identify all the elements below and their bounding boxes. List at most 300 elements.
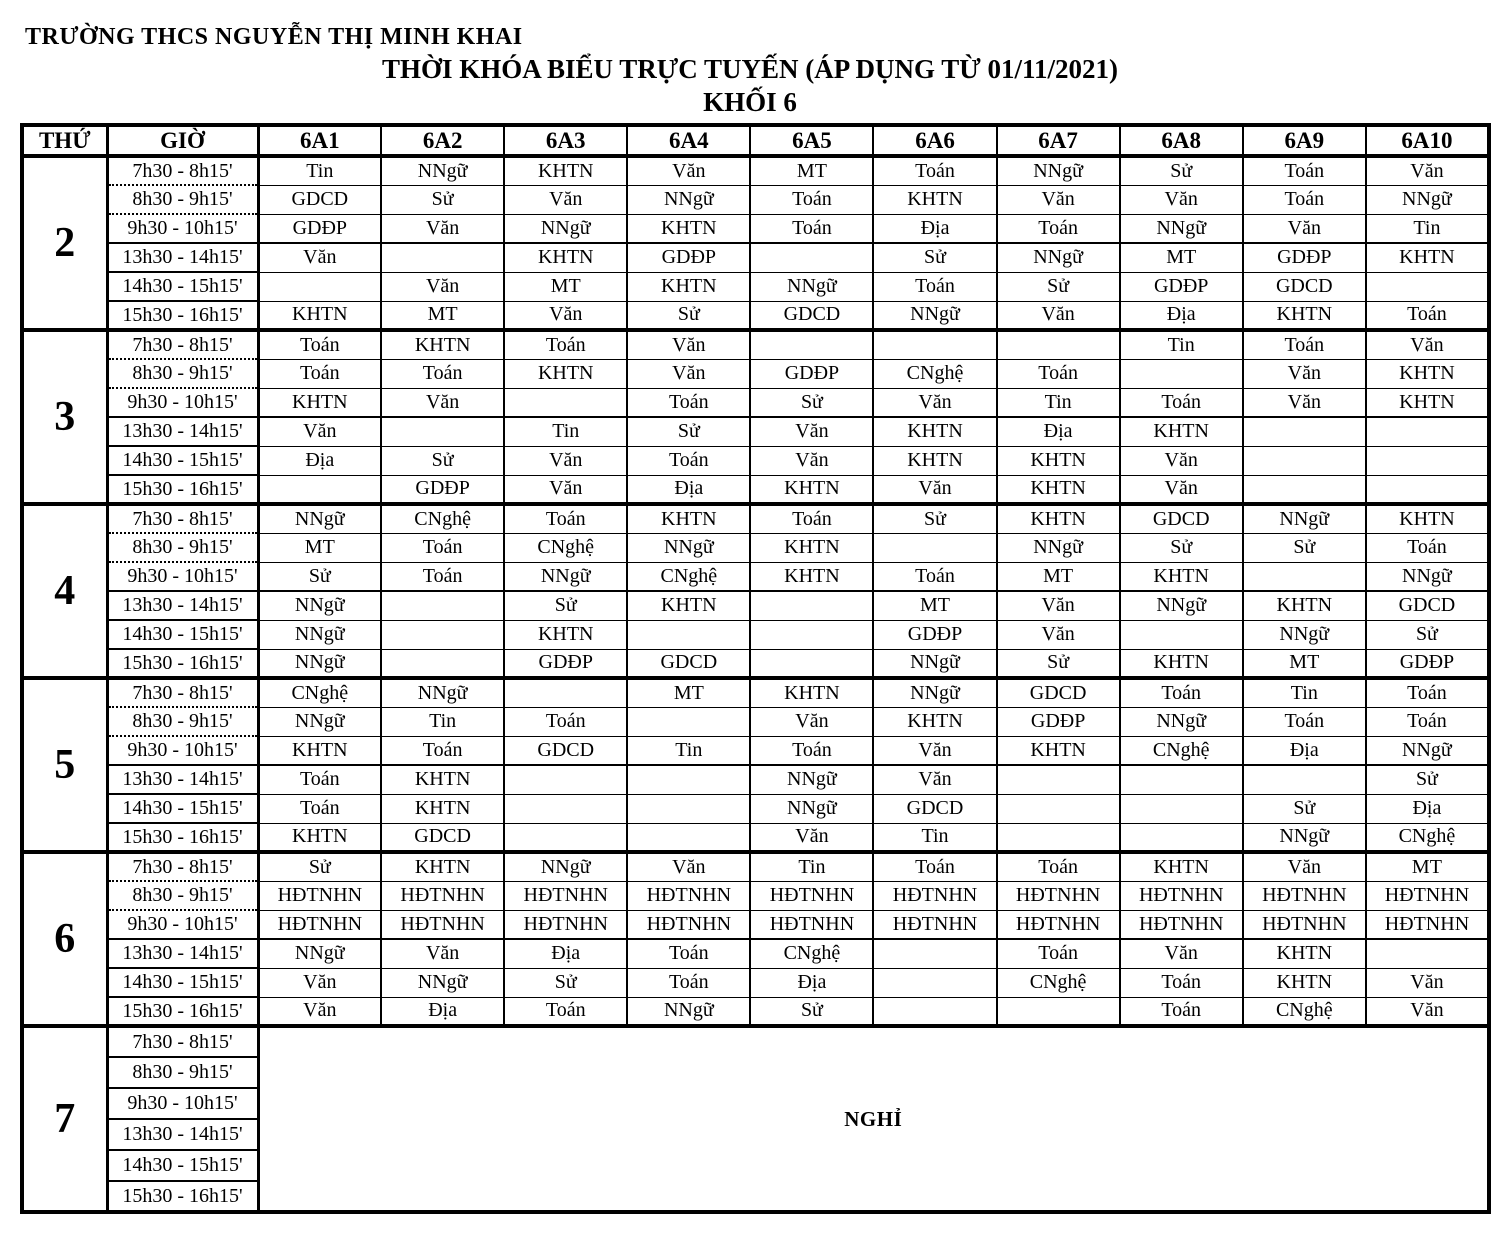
subject-cell: HĐTNHN [873,881,996,910]
page-title: THỜI KHÓA BIỂU TRỰC TUYẾN (ÁP DỤNG TỪ 01/11/2021) [381,54,1119,84]
subject-cell: Sử [1120,156,1243,185]
subject-cell [1366,446,1489,475]
subject-cell [1120,823,1243,852]
subject-cell: HĐTNHN [750,910,873,939]
subject-cell: Tin [1366,214,1489,243]
subject-cell: KHTN [1366,504,1489,533]
subject-cell: Toán [1366,678,1489,707]
subject-cell: Toán [997,939,1120,968]
subject-cell [1366,417,1489,446]
time-cell: 15h30 - 16h15' [107,649,258,678]
subject-cell [873,330,996,359]
subject-cell: Tin [1120,330,1243,359]
subject-cell: Sử [627,301,750,330]
subject-cell: KHTN [873,707,996,736]
subject-cell: Toán [1120,997,1243,1026]
time-cell: 15h30 - 16h15' [107,301,258,330]
subject-cell: Toán [750,504,873,533]
subject-cell [504,794,627,823]
subject-cell: GDCD [381,823,504,852]
subject-cell: GDCD [997,678,1120,707]
subject-cell: NNgữ [1243,504,1366,533]
subject-cell: CNghệ [1120,736,1243,765]
subject-cell: MT [504,272,627,301]
subject-cell [997,794,1120,823]
time-cell: 9h30 - 10h15' [107,214,258,243]
subject-cell: NNgữ [627,185,750,214]
class-column-header-6A6: 6A6 [873,125,996,156]
subject-cell: KHTN [258,736,381,765]
subject-cell: HĐTNHN [1366,910,1489,939]
subject-cell: Văn [1243,852,1366,881]
subject-cell: Tin [1243,678,1366,707]
subject-cell: GDĐP [1243,243,1366,272]
subject-cell: HĐTNHN [873,910,996,939]
rest-cell: NGHỈ [258,1026,1489,1212]
subject-cell: NNgữ [627,997,750,1026]
subject-cell: HĐTNHN [381,881,504,910]
subject-cell [750,649,873,678]
time-cell: 9h30 - 10h15' [107,736,258,765]
subject-cell: KHTN [504,620,627,649]
subject-cell: Sử [873,243,996,272]
subject-cell: KHTN [627,214,750,243]
subject-cell: NNgữ [258,707,381,736]
subject-cell: Tin [750,852,873,881]
subject-cell: Toán [258,765,381,794]
subject-cell: KHTN [750,475,873,504]
subject-cell [1243,417,1366,446]
subject-cell: Toán [504,504,627,533]
subject-cell: HĐTNHN [997,881,1120,910]
subject-cell: CNghệ [1366,823,1489,852]
time-cell: 9h30 - 10h15' [107,1088,258,1119]
class-column-header-6A2: 6A2 [381,125,504,156]
subject-cell: Sử [504,968,627,997]
time-cell: 13h30 - 14h15' [107,939,258,968]
subject-cell: Văn [997,185,1120,214]
subject-cell: Sử [1120,533,1243,562]
timetable-row [22,446,1489,475]
subject-cell: NNgữ [1366,185,1489,214]
timetable-row [22,301,1489,330]
subject-cell: Văn [1120,939,1243,968]
subject-cell: Toán [750,185,873,214]
timetable-row [22,910,1489,939]
subject-cell: NNgữ [627,533,750,562]
subject-cell: CNghệ [750,939,873,968]
subject-cell: NNgữ [997,533,1120,562]
subject-cell [1120,359,1243,388]
subject-cell: Văn [1120,185,1243,214]
subject-cell: Tin [504,417,627,446]
subject-cell [873,939,996,968]
subject-cell: Toán [627,388,750,417]
subject-cell: Toán [1366,533,1489,562]
time-column-header: GIỜ [107,125,258,156]
timetable-row [22,765,1489,794]
subject-cell: KHTN [504,243,627,272]
subject-cell: Văn [627,156,750,185]
day-cell: 6 [22,852,107,1026]
subject-cell: Tin [258,156,381,185]
subject-cell: NNgữ [1366,736,1489,765]
subject-cell: Sử [997,272,1120,301]
subject-cell: NNgữ [381,678,504,707]
subject-cell [997,823,1120,852]
subject-cell: Sử [381,185,504,214]
subject-cell: Toán [997,359,1120,388]
timetable-row [22,330,1489,359]
subject-cell: Địa [750,968,873,997]
subject-cell: Văn [381,388,504,417]
subject-cell: KHTN [873,417,996,446]
subject-cell: KHTN [258,301,381,330]
day-cell: 4 [22,504,107,678]
subject-cell: KHTN [873,185,996,214]
subject-cell: Toán [873,562,996,591]
subject-cell: CNghệ [381,504,504,533]
subject-cell: Toán [997,214,1120,243]
subject-cell [997,765,1120,794]
subject-cell: Văn [1120,446,1243,475]
subject-cell: NNgữ [258,649,381,678]
subject-cell [1243,446,1366,475]
time-cell: 8h30 - 9h15' [107,707,258,736]
subject-cell [504,678,627,707]
subject-cell: KHTN [1120,562,1243,591]
subject-cell: Toán [873,852,996,881]
subject-cell: Toán [381,533,504,562]
subject-cell: GDĐP [381,475,504,504]
grade-title: KHỐI 6 [703,87,797,117]
subject-cell: Sử [750,388,873,417]
time-cell: 8h30 - 9h15' [107,185,258,214]
subject-cell [381,620,504,649]
subject-cell: KHTN [1243,591,1366,620]
time-cell: 7h30 - 8h15' [107,504,258,533]
subject-cell: Văn [1366,997,1489,1026]
subject-cell: Văn [504,475,627,504]
subject-cell: Toán [1120,678,1243,707]
subject-cell: MT [997,562,1120,591]
header-row [22,125,1489,156]
subject-cell [750,591,873,620]
subject-cell [627,620,750,649]
subject-cell: KHTN [1120,649,1243,678]
school-name: TRƯỜNG THCS NGUYỄN THỊ MINH KHAI [25,24,523,50]
subject-cell: CNghệ [627,562,750,591]
subject-cell: GDĐP [997,707,1120,736]
timetable-row [22,707,1489,736]
subject-cell: KHTN [1243,301,1366,330]
time-cell: 7h30 - 8h15' [107,678,258,707]
subject-cell [504,765,627,794]
subject-cell: Văn [873,736,996,765]
subject-cell: Toán [627,939,750,968]
subject-cell: Toán [381,359,504,388]
subject-cell: Toán [997,852,1120,881]
subject-cell: Văn [381,214,504,243]
subject-cell [504,388,627,417]
time-cell: 8h30 - 9h15' [107,533,258,562]
subject-cell: Toán [504,997,627,1026]
timetable-row [22,504,1489,533]
subject-cell: Toán [873,272,996,301]
subject-cell: GDĐP [1366,649,1489,678]
timetable-row [22,736,1489,765]
subject-cell: NNgữ [873,649,996,678]
subject-cell: HĐTNHN [258,910,381,939]
time-cell: 14h30 - 15h15' [107,1150,258,1181]
timetable-row [22,939,1489,968]
subject-cell: Địa [627,475,750,504]
subject-cell: GDCD [750,301,873,330]
subject-cell: KHTN [258,823,381,852]
subject-cell: KHTN [381,794,504,823]
subject-cell: Sử [1366,765,1489,794]
subject-cell: HĐTNHN [381,910,504,939]
subject-cell: Toán [1120,388,1243,417]
subject-cell: Văn [873,388,996,417]
subject-cell [627,707,750,736]
subject-cell: Sử [873,504,996,533]
subject-cell [1366,939,1489,968]
subject-cell: Sử [258,562,381,591]
subject-cell: NNgữ [750,765,873,794]
subject-cell: KHTN [381,765,504,794]
subject-cell: KHTN [750,562,873,591]
subject-cell [1120,765,1243,794]
subject-cell: Văn [1366,968,1489,997]
subject-cell: Địa [873,214,996,243]
subject-cell: Văn [258,417,381,446]
subject-cell: NNgữ [1120,214,1243,243]
time-cell: 14h30 - 15h15' [107,272,258,301]
time-cell: 7h30 - 8h15' [107,852,258,881]
subject-cell: NNgữ [258,620,381,649]
subject-cell: Địa [1120,301,1243,330]
subject-cell: KHTN [997,446,1120,475]
subject-cell: GDCD [258,185,381,214]
subject-cell: Văn [997,620,1120,649]
subject-cell [1243,475,1366,504]
subject-cell: NNgữ [381,968,504,997]
subject-cell: KHTN [997,504,1120,533]
subject-cell [381,417,504,446]
subject-cell: Văn [997,301,1120,330]
subject-cell: Văn [381,272,504,301]
time-cell: 14h30 - 15h15' [107,446,258,475]
subject-cell: KHTN [381,852,504,881]
subject-cell: Văn [627,359,750,388]
subject-cell: Toán [1366,301,1489,330]
subject-cell: Văn [750,446,873,475]
class-column-header-6A1: 6A1 [258,125,381,156]
time-cell: 15h30 - 16h15' [107,1181,258,1212]
subject-cell: Văn [1120,475,1243,504]
subject-cell: NNgữ [873,678,996,707]
subject-cell [504,823,627,852]
subject-cell: Toán [381,562,504,591]
subject-cell: Toán [1120,968,1243,997]
subject-cell: Toán [1366,707,1489,736]
subject-cell: HĐTNHN [750,881,873,910]
subject-cell: Toán [627,446,750,475]
subject-cell: Văn [258,243,381,272]
timetable-row [22,620,1489,649]
subject-cell: KHTN [873,446,996,475]
timetable-row [22,533,1489,562]
timetable-row [22,272,1489,301]
subject-cell: Văn [997,591,1120,620]
subject-cell: HĐTNHN [504,910,627,939]
subject-cell: Văn [627,852,750,881]
time-cell: 13h30 - 14h15' [107,1119,258,1150]
subject-cell: Tin [627,736,750,765]
subject-cell [873,968,996,997]
subject-cell [750,330,873,359]
subject-cell: GDĐP [258,214,381,243]
subject-cell: NNgữ [381,156,504,185]
day-cell: 3 [22,330,107,504]
subject-cell: Địa [381,997,504,1026]
timetable-row [22,968,1489,997]
subject-cell: Sử [258,852,381,881]
timetable-row [22,794,1489,823]
subject-cell: NNgữ [504,852,627,881]
time-cell: 7h30 - 8h15' [107,156,258,185]
day-cell: 2 [22,156,107,330]
timetable-row [22,881,1489,910]
subject-cell: HĐTNHN [1120,910,1243,939]
subject-cell [750,243,873,272]
subject-cell: NNgữ [1243,823,1366,852]
subject-cell [627,765,750,794]
subject-cell: Toán [258,794,381,823]
subject-cell: Văn [504,301,627,330]
subject-cell: NNgữ [504,214,627,243]
subject-cell: Sử [1366,620,1489,649]
subject-cell: CNghệ [258,678,381,707]
subject-cell [627,794,750,823]
subject-cell [381,591,504,620]
subject-cell: HĐTNHN [1243,881,1366,910]
subject-cell: Toán [504,330,627,359]
subject-cell: Văn [627,330,750,359]
day-column-header: THỨ [22,125,107,156]
subject-cell: GDĐP [1120,272,1243,301]
subject-cell: NNgữ [873,301,996,330]
timetable-row [22,475,1489,504]
subject-cell: MT [381,301,504,330]
time-cell: 15h30 - 16h15' [107,475,258,504]
subject-cell: NNgữ [750,794,873,823]
timetable-row [22,562,1489,591]
time-cell: 14h30 - 15h15' [107,620,258,649]
subject-cell: Văn [1366,330,1489,359]
subject-cell: Văn [873,475,996,504]
subject-cell: KHTN [381,330,504,359]
subject-cell: GDĐP [627,243,750,272]
subject-cell: KHTN [504,156,627,185]
class-column-header-6A8: 6A8 [1120,125,1243,156]
time-cell: 9h30 - 10h15' [107,562,258,591]
subject-cell [1366,272,1489,301]
subject-cell: Sử [627,417,750,446]
time-cell: 15h30 - 16h15' [107,823,258,852]
subject-cell: GDĐP [750,359,873,388]
timetable-row [22,185,1489,214]
subject-cell: KHTN [1243,968,1366,997]
subject-cell: KHTN [627,504,750,533]
subject-cell: KHTN [504,359,627,388]
timetable-row [22,852,1489,881]
subject-cell: GDCD [1243,272,1366,301]
subject-cell [381,649,504,678]
class-column-header-6A9: 6A9 [1243,125,1366,156]
subject-cell: KHTN [258,388,381,417]
subject-cell: Văn [504,446,627,475]
timetable-row [22,678,1489,707]
subject-cell: Toán [504,707,627,736]
time-cell: 8h30 - 9h15' [107,1057,258,1088]
subject-cell: HĐTNHN [504,881,627,910]
subject-cell: CNghệ [504,533,627,562]
subject-cell: KHTN [1120,852,1243,881]
timetable-row [22,243,1489,272]
subject-cell [1243,562,1366,591]
class-column-header-6A10: 6A10 [1366,125,1489,156]
subject-cell: KHTN [750,678,873,707]
subject-cell: HĐTNHN [258,881,381,910]
subject-cell: Văn [258,968,381,997]
subject-cell: NNgữ [997,243,1120,272]
subject-cell: Toán [873,156,996,185]
subject-cell: MT [627,678,750,707]
subject-cell: KHTN [1366,243,1489,272]
subject-cell [258,475,381,504]
subject-cell: Văn [1366,156,1489,185]
timetable-row [22,156,1489,185]
subject-cell: Văn [750,707,873,736]
subject-cell: NNgữ [1120,707,1243,736]
subject-cell: NNgữ [504,562,627,591]
time-cell: 13h30 - 14h15' [107,243,258,272]
subject-cell: Tin [381,707,504,736]
class-column-header-6A3: 6A3 [504,125,627,156]
subject-cell: KHTN [1366,388,1489,417]
subject-cell [997,330,1120,359]
subject-cell: Địa [1366,794,1489,823]
subject-cell: Văn [1243,214,1366,243]
time-cell: 8h30 - 9h15' [107,359,258,388]
subject-cell: HĐTNHN [1120,881,1243,910]
subject-cell: MT [1366,852,1489,881]
subject-cell: Sử [504,591,627,620]
class-column-header-6A4: 6A4 [627,125,750,156]
subject-cell: MT [1120,243,1243,272]
timetable-row [22,649,1489,678]
subject-cell [627,823,750,852]
subject-cell: KHTN [1243,939,1366,968]
subject-cell: GDĐP [504,649,627,678]
time-cell: 8h30 - 9h15' [107,881,258,910]
subject-cell: Sử [1243,794,1366,823]
subject-cell: Tin [873,823,996,852]
subject-cell: NNgữ [997,156,1120,185]
subject-cell [258,272,381,301]
